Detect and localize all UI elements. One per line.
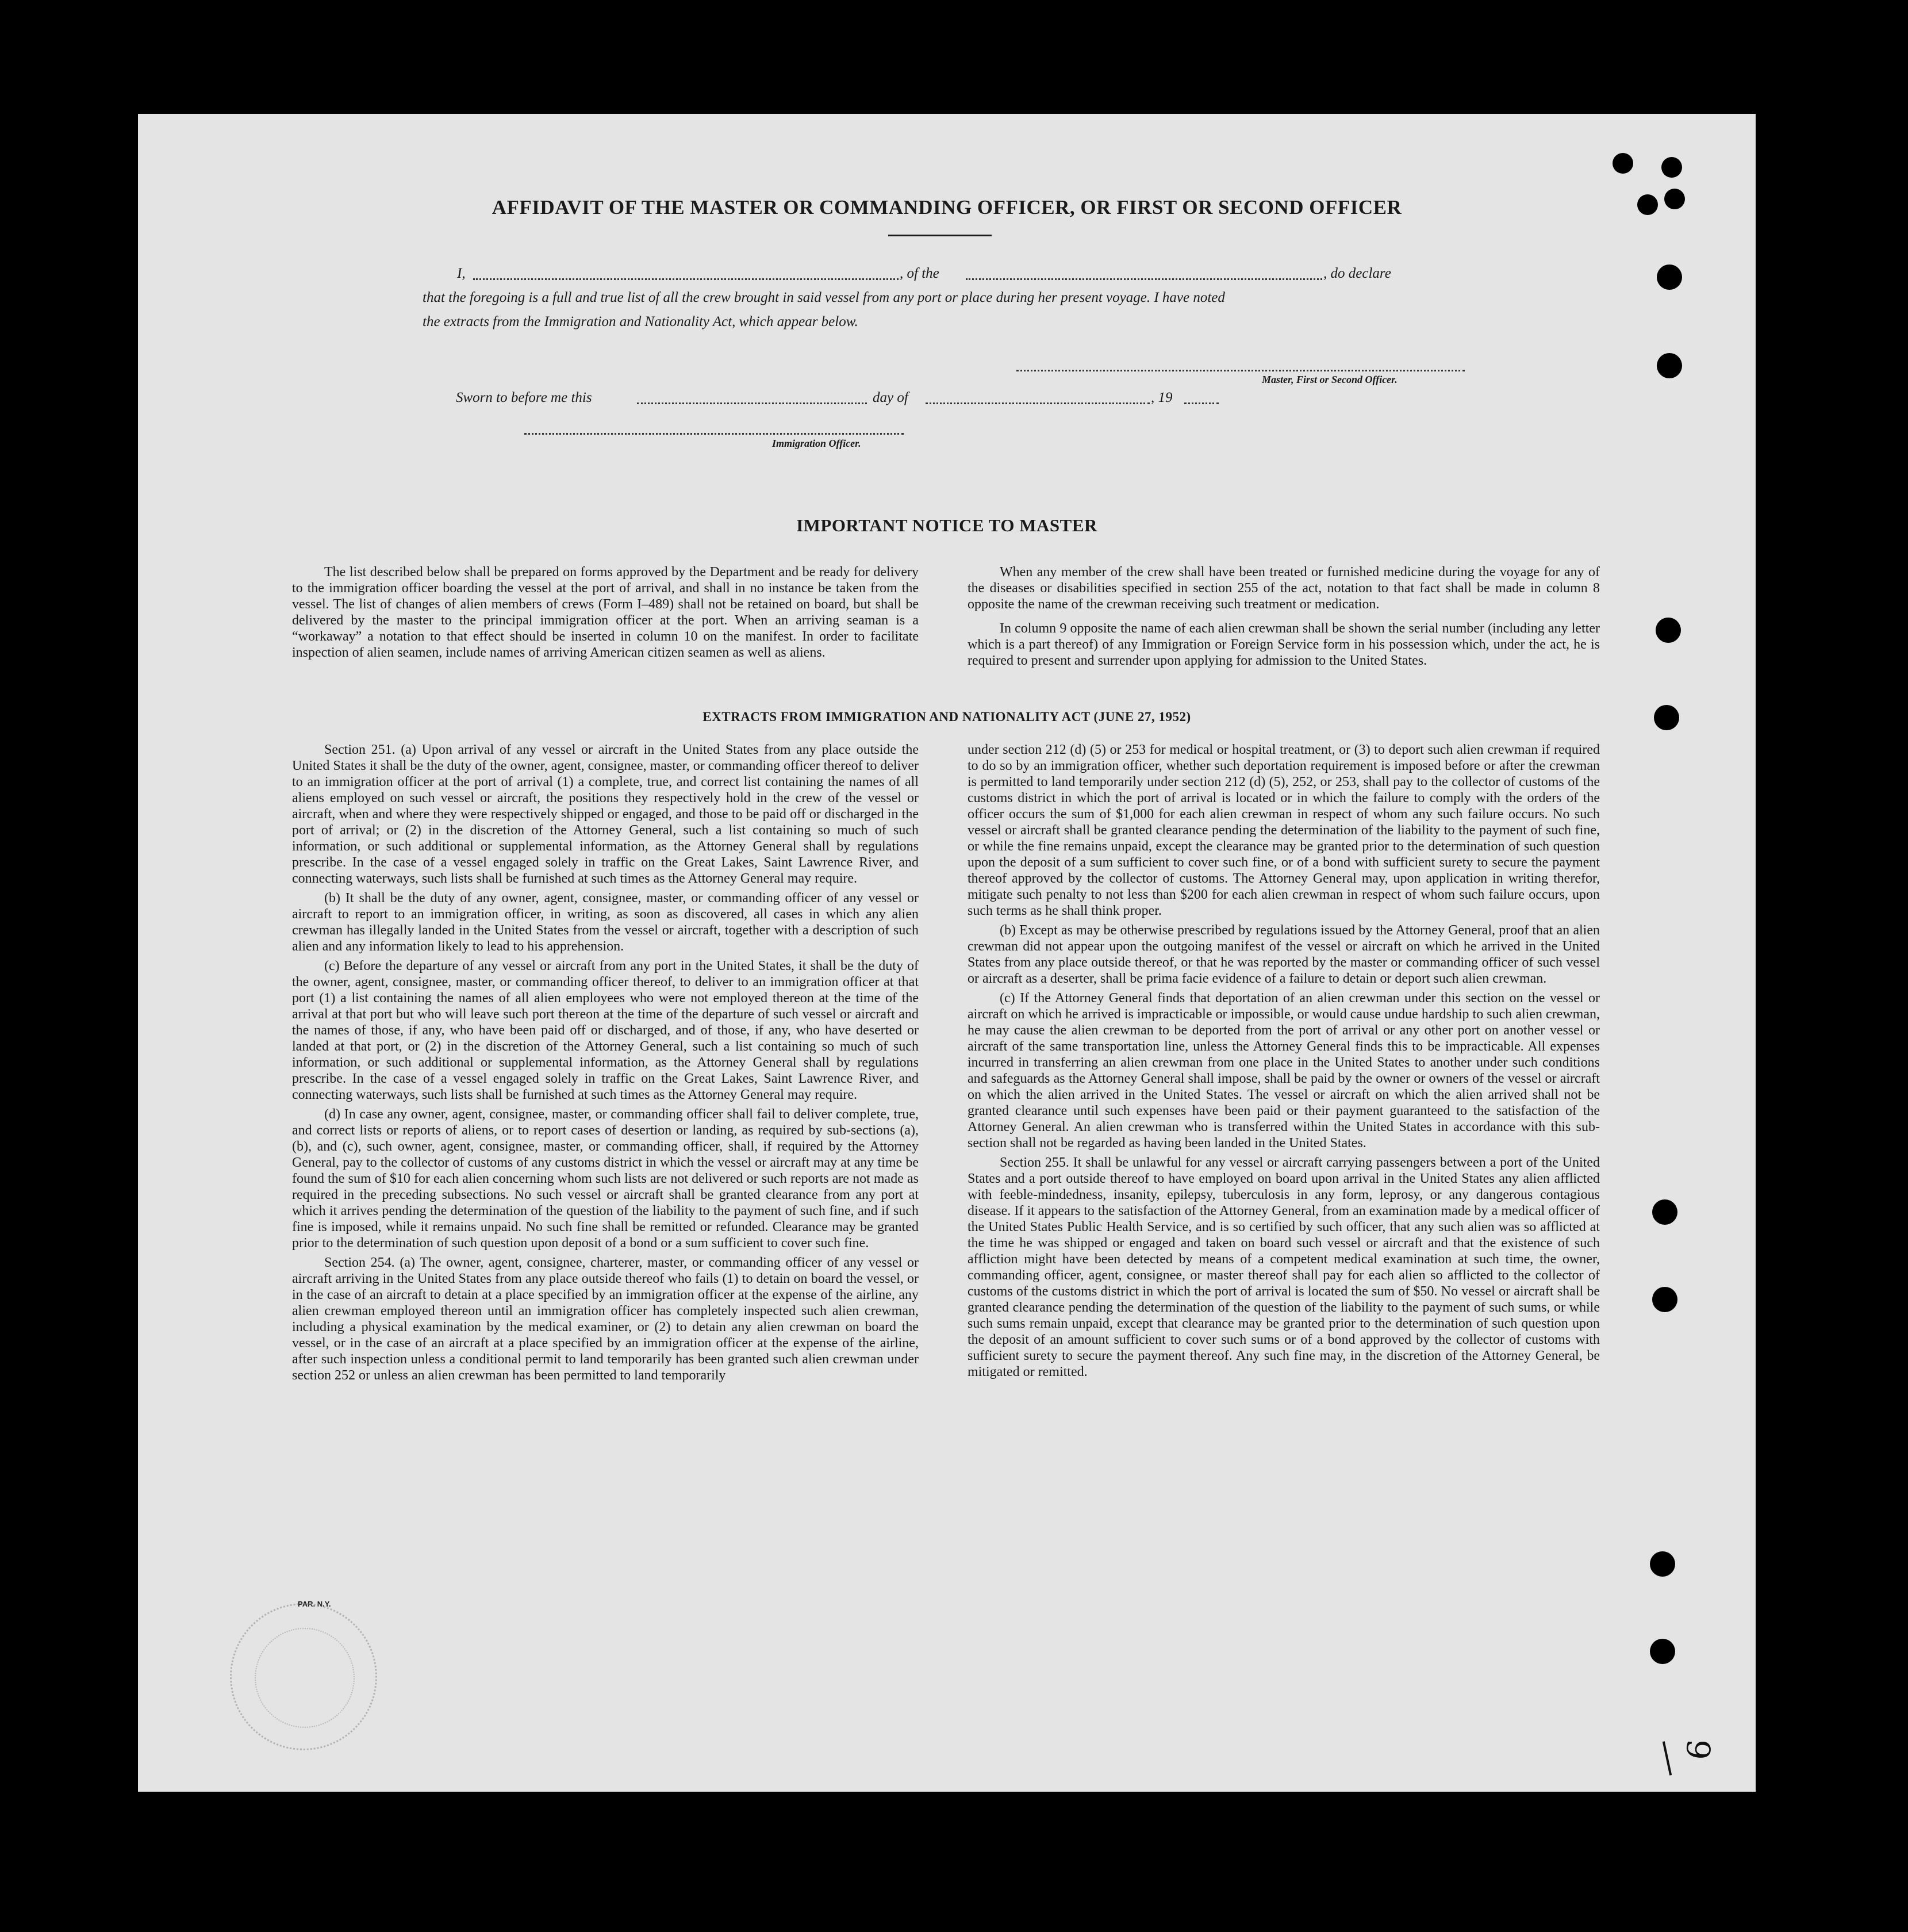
section-254b: (b) Except as may be otherwise prescribed by regulations issued by the Attorney General, proof that an alien crewman did not appear upon the outgoing manifest of the vessel or aircraft on which he arrived in the United States from any place outside thereof, or that he was reported by the master or commanding officer of such vessel or aircraft as a deserter, shall be prima facie evidence of a failure to detain or deport such alien crewman. [968, 923, 1600, 986]
punch-hole [1657, 264, 1682, 290]
affidavit-of-the-label: , of the [900, 266, 939, 281]
section-251a: Section 251. (a) Upon arrival of any vessel or aircraft in the United States from any place outside the United States it shall be the duty of the owner, agent, consignee, master, or commanding officer thereof to deliver to an immigration officer at the port of arrival (1) a complete, true, and correct list containing the names of all aliens employed on such vessel or aircraft, the positions they respectively hold in the crew of the vessel or aircraft, when and where they were respectively shipped or engaged, and those to be paid off or discharged in the port of arrival; or (2) in the discretion of the Attorney General, such a list containing so much of such information, or such additional or supplemental information, as the Attorney General shall by regulations prescribe. In the case of a vessel engaged solely in traffic on the Great Lakes, Saint Lawrence River, and connecting waterways, such lists shall be furnished at such times as the Attorney General may require. [292, 742, 919, 886]
sworn-date-field-line[interactable] [637, 402, 867, 404]
punch-hole [1650, 1551, 1675, 1577]
affidavit-line-3: the extracts from the Immigration and Nationality Act, which appear below. [423, 314, 858, 329]
section-254a: Section 254. (a) The owner, agent, consignee, charterer, master, or commanding officer of any vessel or aircraft arriving in the United States from any place outside thereof who fails (1) to detain on board the vessel, or in the case of an aircraft to detain at a place specified by an immigration officer at the expense of the airline, any alien crewman employed thereon until an immigration officer has completely inspected such alien crewman, including a physical examination by the medical examiner, or (2) to detain any alien crewman on board the vessel, or in the case of an aircraft at a place specified by an immigration officer at the expense of the airline, after such inspection unless a conditional permit to land temporarily has been granted such alien crewman under section 252 or unless an alien crewman has been permitted to land temporarily [292, 1255, 919, 1383]
affidavit-i-label: I, [457, 266, 466, 281]
affidavit-line-2: that the foregoing is a full and true list of all the crew brought in said vessel from any port or place during her present voyage. I have noted [423, 290, 1225, 305]
immigration-officer-signature-line[interactable] [524, 433, 904, 435]
handwritten-number: 9 [1677, 1737, 1717, 1762]
notice-left-paragraph: The list described below shall be prepared on forms approved by the Department and be ready for delivery to the immigration officer boarding the vessel at the port of arrival, and shall in no instance be taken from the vessel. The list of changes of alien members of crews (Form I–489) shall not be retained on board, but shall be delivered by the master to the principal immigration officer at the port. When an arriving seaman is a “workaway” a notation to that effect should be inserted in column 10 on the manifest. In order to facilitate inspection of alien seamen, include names of arriving American citizen seamen as well as aliens. [292, 565, 919, 660]
punch-hole [1613, 153, 1633, 174]
punch-hole [1650, 1639, 1675, 1664]
title-underline [888, 235, 992, 236]
master-caption: Master, First or Second Officer. [1262, 374, 1398, 385]
notice-right-column [968, 564, 1600, 672]
punch-hole [1652, 1199, 1677, 1225]
printer-mark: PAR. N.Y. [298, 1600, 331, 1608]
affidavit-title: AFFIDAVIT OF THE MASTER OR COMMANDING OFFICER, OR FIRST OR SECOND OFFICER [492, 196, 1402, 218]
notice-left-column [292, 564, 919, 664]
notice-title: IMPORTANT NOTICE TO MASTER [796, 515, 1097, 535]
section-251d: (d) In case any owner, agent, consignee, master, or commanding officer shall fail to deliver complete, true, and correct lists or reports of aliens, or to report cases of desertion or landing, as required by sub-sections (a), (b), and (c), such owner, agent, consignee, master, or commanding officer, shall, if required by the Attorney General, pay to the collector of customs of any customs district in which the vessel or aircraft may at any time be found the sum of $10 for each alien concerning whom such lists are not delivered or such reports are not made as required in the preceding subsections. No such vessel or aircraft shall be granted clearance from any port at which it arrives pending the determination of the question of the liability to the payment of such fine, and if such fine is imposed, while it remains unpaid. No such fine shall be remitted or refunded. Clearance may be granted prior to the determination of such question upon deposit of a bond or a sum sufficient to cover such fine. [292, 1107, 919, 1251]
name-field-line[interactable] [473, 278, 899, 280]
master-signature-line[interactable] [1016, 370, 1465, 371]
notice-right-paragraph-2: In column 9 opposite the name of each alien crewman shall be shown the serial number (including any letter which is a part thereof) of any Immigration or Foreign Service form in his possession which, under the act, he is required to present and surrender upon applying for admission to the United States. [968, 621, 1600, 668]
immigration-officer-caption: Immigration Officer. [772, 438, 861, 449]
section-255: Section 255. It shall be unlawful for any vessel or aircraft carrying passengers between a port of the United States and a port outside thereof to have employed on board upon arrival in the United States any alien afflicted with feeble-mindedness, insanity, epilepsy, tuberculosis in any form, leprosy, or any dangerous contagious disease. If it appears to the satisfaction of the Attorney General, from an examination made by a medical officer of the United States Public Health Service, and is so certified by such officer, that any such alien was so afflicted at the time he was shipped or engaged and taken on board such vessel or aircraft and that the existence of such affliction might have been detected by means of a competent medical examination at such time, the owner, commanding officer, agent, consignee, or master thereof shall pay for each alien so afflicted to the collector of customs of the customs district in which the port of arrival is located the sum of $50. No vessel or aircraft shall be granted clearance pending the determination of the question of the liability to the payment of such sums, or while such sums remain unpaid, except that clearance may be granted prior to the determination of such question upon the deposit of an amount sufficient to cover such sums or of a bond approved by the collector of customs with sufficient surety to secure the payment thereof. Any such fine may, in the discretion of the Attorney General, be mitigated or remitted. [968, 1155, 1600, 1379]
punch-hole [1656, 618, 1681, 643]
punch-hole [1657, 353, 1682, 378]
embossed-seal [230, 1603, 377, 1750]
extracts-title: EXTRACTS FROM IMMIGRATION AND NATIONALITY ACT (JUNE 27, 1952) [702, 710, 1191, 724]
vessel-field-line[interactable] [966, 278, 1322, 280]
day-of-label: day of [873, 390, 908, 405]
punch-hole [1652, 1287, 1677, 1312]
section-251c: (c) Before the departure of any vessel or aircraft from any port in the United States, it shall be the duty of the owner, agent, consignee, master, or commanding officer thereof, to deliver to an immigration officer at that port (1) a list containing the names of all alien employees who were not employed thereon at the time of the arrival at that port but who will leave such port thereon at the time of the departure of such vessel or aircraft and the names of those, if any, who have been paid off or discharged, and of those, if any, who have deserted or landed at that port, or (2) in the discretion of the Attorney General, such a list containing so much of such information, or such additional or supplemental information, as the Attorney General shall by regulations prescribe. In the case of a vessel engaged solely in traffic on the Great Lakes, Saint Lawrence River, and connecting waterways, such lists shall be furnished at such times as the Attorney General may require. [292, 959, 919, 1102]
section-251b: (b) It shall be the duty of any owner, agent, consignee, master, or commanding officer of any vessel or aircraft to report to an immigration officer, in writing, as soon as discovered, all cases in which any alien crewman has illegally landed in the United States from the vessel or aircraft, together with a description of such alien and any information likely to lead to his apprehension. [292, 891, 919, 954]
sworn-label: Sworn to before me this [456, 390, 592, 405]
extracts-right-column [968, 742, 1600, 1383]
affidavit-do-declare-label: , do declare [1323, 266, 1391, 281]
notice-right-paragraph-1: When any member of the crew shall have been treated or furnished medicine during the voyage for any of the diseases or disabilities specified in section 255 of the act, notation to that fact shall be made in column 8 opposite the name of the crewman receiving such treatment or medication. [968, 565, 1600, 612]
section-254c: (c) If the Attorney General finds that deportation of an alien crewman under this section on the vessel or aircraft on which he arrived is impracticable or impossible, or would cause undue hardship to such alien crewman, he may cause the alien crewman to be deported from the port of arrival or any other port on another vessel or aircraft of the same transportation line, unless the Attorney General finds this to be impracticable. All expenses incurred in transferring an alien crewman from one place in the United States to another under such conditions and safeguards as the Attorney General shall impose, shall be paid by the owner or owners of the vessel or aircraft on which the alien arrived in the United States. The vessel or aircraft on which the alien arrived shall not be granted clearance until such expenses have been paid or their payment guaranteed to the satisfaction of the Attorney General. An alien crewman who is transferred within the United States in accordance with this sub-section shall not be regarded as having been landed in the United States. [968, 991, 1600, 1151]
month-field-line[interactable] [926, 402, 1150, 404]
year-prefix-label: , 19 [1151, 390, 1173, 405]
extracts-left-column [292, 742, 919, 1387]
year-field-line[interactable] [1184, 402, 1219, 404]
punch-hole [1661, 157, 1682, 178]
document-page [138, 114, 1756, 1792]
section-254a-continued: under section 212 (d) (5) or 253 for medical or hospital treatment, or (3) to deport such alien crewman if required to do so by an immigration officer, whether such deportation requirement is imposed before or after the crewman is permitted to land temporarily under section 212 (d) (5), 252, or 253, shall pay to the collector of customs of the customs district in which the port of arrival is located or in which the failure to comply with the orders of the officer occurs the sum of $1,000 for each alien crewman in respect of whom any such failure occurs. No such vessel or aircraft shall be granted clearance pending the determination of the liability to the payment of such fine, or while the fine remains unpaid, except the clearance may be granted prior to the determination of such question upon the deposit of a sum sufficient to cover such fine, or of a bond with sufficient surety to secure the payment thereof approved by the collector of customs. The Attorney General may, upon application in writing therefor, mitigate such penalty to not less than $200 for each alien crewman in respect of whom such failure occurs, upon such terms as he shall think proper. [968, 742, 1600, 918]
handwritten-stroke [1663, 1741, 1672, 1776]
embossed-seal-inner [255, 1628, 355, 1728]
